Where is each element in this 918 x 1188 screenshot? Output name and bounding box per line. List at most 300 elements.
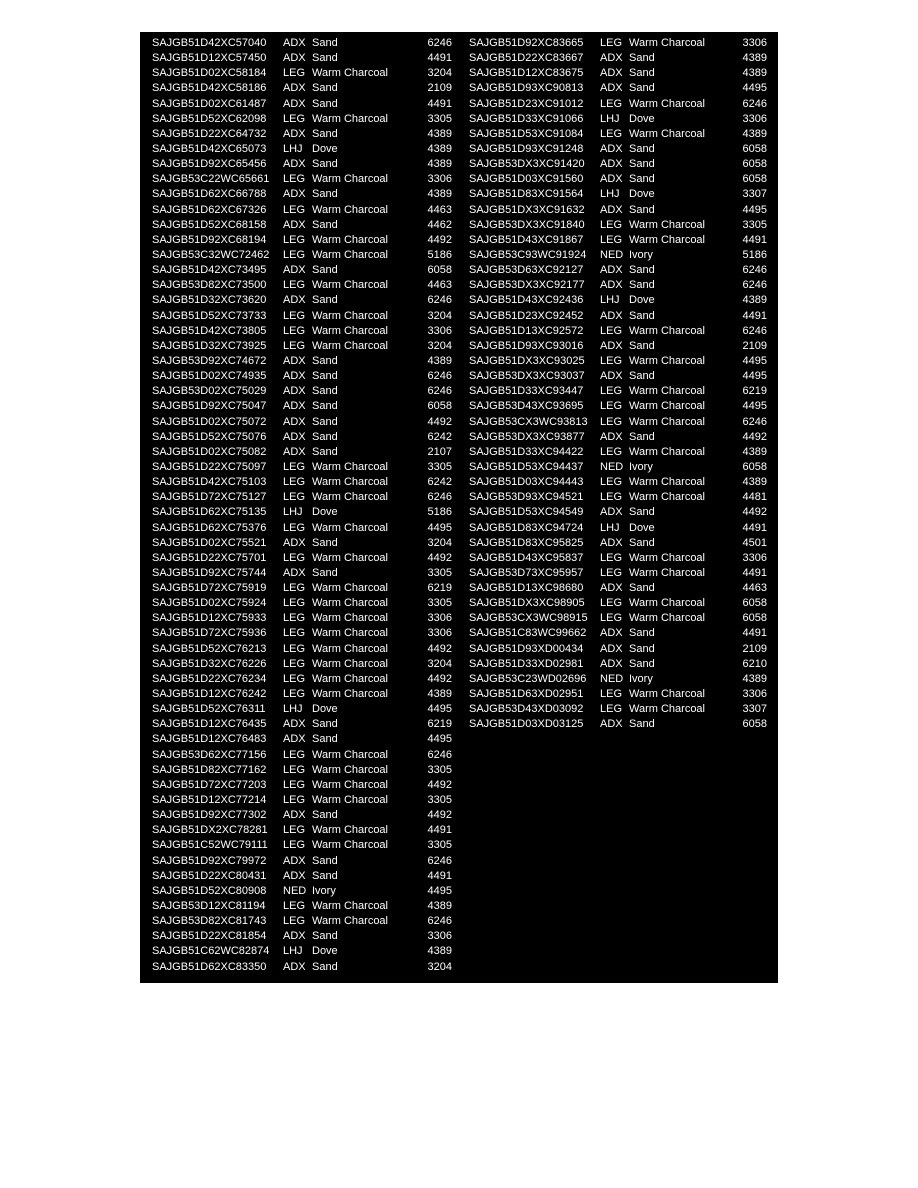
code-cell: LEG xyxy=(283,763,306,776)
code-cell: ADX xyxy=(600,279,623,292)
code-cell: LEG xyxy=(283,748,306,761)
code-cell: ADX xyxy=(600,370,623,383)
table-row xyxy=(152,732,452,747)
table-row xyxy=(152,929,452,944)
table-row xyxy=(152,36,452,51)
color-cell: Warm Charcoal xyxy=(312,672,388,685)
number-cell: 4389 xyxy=(742,294,767,307)
number-cell: 3305 xyxy=(427,597,452,610)
vin-cell: SAJGB51D43XC91867 xyxy=(469,233,584,246)
number-cell: 4463 xyxy=(742,582,767,595)
vin-cell: SAJGB51C83WC99662 xyxy=(469,627,587,640)
code-cell: LEG xyxy=(600,415,623,428)
vin-cell: SAJGB51D33XC91066 xyxy=(469,112,584,125)
color-cell: Ivory xyxy=(629,248,653,261)
number-cell: 3204 xyxy=(427,960,452,973)
table-row xyxy=(469,369,767,384)
color-cell: Dove xyxy=(629,188,655,201)
code-cell: ADX xyxy=(283,264,306,277)
code-cell: LEG xyxy=(283,248,306,261)
number-cell: 2107 xyxy=(427,445,452,458)
table-row xyxy=(152,551,452,566)
vin-cell: SAJGB51D42XC58186 xyxy=(152,82,267,95)
vin-cell: SAJGB53D63XC92127 xyxy=(469,264,584,277)
vin-cell: SAJGB51D02XC75521 xyxy=(152,536,267,549)
code-cell: LEG xyxy=(283,491,306,504)
vin-cell: SAJGB53C93WC91924 xyxy=(469,248,587,261)
table-row xyxy=(469,445,767,460)
code-cell: LEG xyxy=(283,839,306,852)
vin-cell: SAJGB51D02XC75082 xyxy=(152,445,267,458)
color-cell: Sand xyxy=(629,430,655,443)
code-cell: ADX xyxy=(283,385,306,398)
vin-cell: SAJGB51D02XC75072 xyxy=(152,415,267,428)
number-cell: 6246 xyxy=(427,915,452,928)
code-cell: ADX xyxy=(600,52,623,65)
number-cell: 3305 xyxy=(427,112,452,125)
color-cell: Warm Charcoal xyxy=(312,112,388,125)
code-cell: ADX xyxy=(600,642,623,655)
color-cell: Warm Charcoal xyxy=(312,915,388,928)
color-cell: Warm Charcoal xyxy=(312,627,388,640)
table-row xyxy=(152,263,452,278)
number-cell: 3306 xyxy=(427,173,452,186)
vin-cell: SAJGB51D93XD00434 xyxy=(469,642,584,655)
table-row xyxy=(152,672,452,687)
code-cell: ADX xyxy=(283,97,306,110)
number-cell: 6219 xyxy=(742,385,767,398)
number-cell: 3204 xyxy=(427,339,452,352)
number-cell: 4389 xyxy=(742,52,767,65)
color-cell: Sand xyxy=(629,158,655,171)
code-cell: ADX xyxy=(283,566,306,579)
color-cell: Sand xyxy=(312,415,338,428)
table-row xyxy=(469,551,767,566)
number-cell: 6246 xyxy=(742,415,767,428)
table-row xyxy=(469,218,767,233)
number-cell: 4389 xyxy=(427,188,452,201)
code-cell: LEG xyxy=(600,566,623,579)
table-row xyxy=(469,142,767,157)
vin-cell: SAJGB51D52XC68158 xyxy=(152,218,267,231)
number-cell: 3204 xyxy=(427,536,452,549)
code-cell: LEG xyxy=(600,324,623,337)
vin-cell: SAJGB51D72XC77203 xyxy=(152,778,267,791)
table-row xyxy=(152,157,452,172)
right-column xyxy=(469,36,767,732)
vin-cell: SAJGB51D13XC98680 xyxy=(469,582,584,595)
code-cell: LEG xyxy=(283,900,306,913)
color-cell: Warm Charcoal xyxy=(312,309,388,322)
table-row xyxy=(469,36,767,51)
vin-cell: SAJGB51D02XC58184 xyxy=(152,67,267,80)
code-cell: LEG xyxy=(600,127,623,140)
table-row xyxy=(152,581,452,596)
color-cell: Sand xyxy=(629,718,655,731)
code-cell: ADX xyxy=(600,627,623,640)
code-cell: LEG xyxy=(283,794,306,807)
code-cell: LEG xyxy=(283,521,306,534)
code-cell: LEG xyxy=(600,688,623,701)
table-row xyxy=(152,475,452,490)
number-cell: 4389 xyxy=(427,142,452,155)
color-cell: Sand xyxy=(312,854,338,867)
code-cell: LEG xyxy=(283,551,306,564)
code-cell: ADX xyxy=(600,67,623,80)
number-cell: 4491 xyxy=(427,52,452,65)
color-cell: Sand xyxy=(629,506,655,519)
color-cell: Warm Charcoal xyxy=(629,233,705,246)
color-cell: Sand xyxy=(312,354,338,367)
vin-cell: SAJGB51D42XC65073 xyxy=(152,142,267,155)
table-row xyxy=(469,626,767,641)
vin-cell: SAJGB53C32WC72462 xyxy=(152,248,270,261)
table-row xyxy=(469,415,767,430)
table-row xyxy=(152,233,452,248)
table-row xyxy=(152,339,452,354)
vin-cell: SAJGB51D92XC75047 xyxy=(152,400,267,413)
number-cell: 4491 xyxy=(742,566,767,579)
code-cell: LEG xyxy=(283,460,306,473)
code-cell: ADX xyxy=(600,430,623,443)
color-cell: Warm Charcoal xyxy=(312,248,388,261)
table-row xyxy=(152,445,452,460)
vin-cell: SAJGB51D52XC73733 xyxy=(152,309,267,322)
code-cell: LEG xyxy=(283,67,306,80)
table-row xyxy=(469,611,767,626)
number-cell: 4495 xyxy=(742,354,767,367)
vin-cell: SAJGB51D33XC94422 xyxy=(469,445,584,458)
vin-cell: SAJGB51D23XC91012 xyxy=(469,97,584,110)
color-cell: Warm Charcoal xyxy=(629,400,705,413)
color-cell: Dove xyxy=(629,521,655,534)
number-cell: 4495 xyxy=(742,203,767,216)
vin-cell: SAJGB51D42XC75103 xyxy=(152,476,267,489)
code-cell: ADX xyxy=(283,854,306,867)
code-cell: LEG xyxy=(283,324,306,337)
color-cell: Warm Charcoal xyxy=(312,279,388,292)
table-row xyxy=(469,203,767,218)
table-row xyxy=(469,324,767,339)
vin-cell: SAJGB51D63XD02951 xyxy=(469,688,584,701)
vin-cell: SAJGB51D92XC79972 xyxy=(152,854,267,867)
color-cell: Warm Charcoal xyxy=(312,203,388,216)
table-row xyxy=(152,626,452,641)
code-cell: LEG xyxy=(283,657,306,670)
vin-cell: SAJGB51D03XD03125 xyxy=(469,718,584,731)
number-cell: 3306 xyxy=(742,551,767,564)
table-row xyxy=(152,914,452,929)
table-row xyxy=(152,278,452,293)
vin-cell: SAJGB53CX3WC98915 xyxy=(469,612,588,625)
color-cell: Sand xyxy=(312,445,338,458)
vin-cell: SAJGB51D22XC80431 xyxy=(152,869,267,882)
color-cell: Dove xyxy=(312,142,338,155)
vin-cell: SAJGB51D12XC76435 xyxy=(152,718,267,731)
color-cell: Sand xyxy=(312,188,338,201)
vin-list-page xyxy=(140,32,778,983)
vin-cell: SAJGB51D52XC76311 xyxy=(152,703,266,716)
vin-cell: SAJGB51D32XC73925 xyxy=(152,339,267,352)
number-cell: 5186 xyxy=(427,248,452,261)
color-cell: Warm Charcoal xyxy=(629,354,705,367)
number-cell: 4389 xyxy=(742,127,767,140)
number-cell: 6058 xyxy=(742,173,767,186)
table-row xyxy=(152,521,452,536)
number-cell: 3306 xyxy=(427,324,452,337)
color-cell: Warm Charcoal xyxy=(312,900,388,913)
color-cell: Warm Charcoal xyxy=(312,778,388,791)
table-row xyxy=(469,278,767,293)
table-row xyxy=(469,127,767,142)
code-cell: NED xyxy=(600,460,624,473)
number-cell: 6246 xyxy=(427,854,452,867)
code-cell: NED xyxy=(283,884,307,897)
number-cell: 6246 xyxy=(427,37,452,49)
vin-cell: SAJGB51D02XC75924 xyxy=(152,597,267,610)
table-row xyxy=(469,687,767,702)
vin-cell: SAJGB51D82XC77162 xyxy=(152,763,267,776)
vin-cell: SAJGB51D12XC57450 xyxy=(152,52,267,65)
color-cell: Sand xyxy=(312,400,338,413)
table-row xyxy=(152,702,452,717)
code-cell: NED xyxy=(600,248,624,261)
code-cell: LEG xyxy=(600,597,623,610)
vin-cell: SAJGB51D92XC65456 xyxy=(152,158,267,171)
table-row xyxy=(469,521,767,536)
table-row xyxy=(469,581,767,596)
table-row xyxy=(152,611,452,626)
vin-cell: SAJGB53DX3XC93877 xyxy=(469,430,585,443)
vin-cell: SAJGB51D53XC94437 xyxy=(469,460,584,473)
table-row xyxy=(469,717,767,732)
vin-cell: SAJGB51D62XC66788 xyxy=(152,188,267,201)
color-cell: Warm Charcoal xyxy=(312,476,388,489)
color-cell: Sand xyxy=(629,627,655,640)
table-row xyxy=(152,415,452,430)
number-cell: 4492 xyxy=(427,809,452,822)
color-cell: Warm Charcoal xyxy=(312,491,388,504)
number-cell: 6058 xyxy=(742,612,767,625)
code-cell: LEG xyxy=(600,551,623,564)
table-row xyxy=(152,399,452,414)
vin-cell: SAJGB51D42XC73495 xyxy=(152,264,267,277)
code-cell: LEG xyxy=(600,97,623,110)
color-cell: Warm Charcoal xyxy=(312,582,388,595)
number-cell: 4492 xyxy=(427,233,452,246)
vin-cell: SAJGB51D52XC75076 xyxy=(152,430,267,443)
code-cell: ADX xyxy=(600,158,623,171)
number-cell: 4495 xyxy=(742,82,767,95)
table-row xyxy=(152,536,452,551)
color-cell: Warm Charcoal xyxy=(629,415,705,428)
table-row xyxy=(152,763,452,778)
color-cell: Sand xyxy=(312,218,338,231)
color-cell: Ivory xyxy=(312,884,336,897)
code-cell: LHJ xyxy=(600,112,620,125)
color-cell: Warm Charcoal xyxy=(312,339,388,352)
table-row xyxy=(152,657,452,672)
color-cell: Sand xyxy=(629,82,655,95)
code-cell: ADX xyxy=(283,127,306,140)
table-row xyxy=(152,566,452,581)
number-cell: 4389 xyxy=(427,900,452,913)
color-cell: Sand xyxy=(629,52,655,65)
code-cell: LEG xyxy=(600,37,623,49)
table-row xyxy=(469,642,767,657)
number-cell: 4462 xyxy=(427,218,452,231)
code-cell: LEG xyxy=(283,339,306,352)
number-cell: 4389 xyxy=(427,945,452,958)
code-cell: LHJ xyxy=(283,945,303,958)
color-cell: Warm Charcoal xyxy=(312,824,388,837)
table-row xyxy=(152,717,452,732)
table-row xyxy=(469,384,767,399)
color-cell: Dove xyxy=(312,945,338,958)
table-row xyxy=(152,127,452,142)
number-cell: 3204 xyxy=(427,309,452,322)
number-cell: 6246 xyxy=(742,279,767,292)
color-cell: Warm Charcoal xyxy=(629,385,705,398)
table-row xyxy=(469,490,767,505)
number-cell: 3306 xyxy=(742,112,767,125)
number-cell: 6219 xyxy=(427,582,452,595)
table-row xyxy=(469,97,767,112)
vin-cell: SAJGB51D53XC94549 xyxy=(469,506,584,519)
number-cell: 6246 xyxy=(742,97,767,110)
code-cell: LHJ xyxy=(600,188,620,201)
vin-cell: SAJGB53C22WC65661 xyxy=(152,173,270,186)
number-cell: 4492 xyxy=(742,506,767,519)
color-cell: Warm Charcoal xyxy=(312,460,388,473)
code-cell: ADX xyxy=(283,718,306,731)
color-cell: Sand xyxy=(312,127,338,140)
vin-cell: SAJGB51D02XC74935 xyxy=(152,370,267,383)
code-cell: ADX xyxy=(600,718,623,731)
color-cell: Warm Charcoal xyxy=(629,597,705,610)
code-cell: LEG xyxy=(600,400,623,413)
vin-cell: SAJGB51D93XC93016 xyxy=(469,339,584,352)
vin-cell: SAJGB51D62XC67326 xyxy=(152,203,267,216)
color-cell: Warm Charcoal xyxy=(312,642,388,655)
number-cell: 3306 xyxy=(742,37,767,49)
color-cell: Sand xyxy=(312,82,338,95)
number-cell: 3306 xyxy=(427,627,452,640)
color-cell: Warm Charcoal xyxy=(312,551,388,564)
code-cell: ADX xyxy=(600,582,623,595)
vin-cell: SAJGB53DX3XC92177 xyxy=(469,279,585,292)
color-cell: Sand xyxy=(629,67,655,80)
color-cell: Sand xyxy=(312,869,338,882)
table-row xyxy=(152,778,452,793)
number-cell: 4481 xyxy=(742,491,767,504)
number-cell: 4495 xyxy=(427,733,452,746)
color-cell: Ivory xyxy=(629,672,653,685)
code-cell: ADX xyxy=(600,309,623,322)
number-cell: 4491 xyxy=(742,309,767,322)
code-cell: ADX xyxy=(283,370,306,383)
color-cell: Sand xyxy=(312,566,338,579)
code-cell: LEG xyxy=(283,688,306,701)
vin-cell: SAJGB51C62WC82874 xyxy=(152,945,270,958)
color-cell: Dove xyxy=(629,294,655,307)
vin-cell: SAJGB53D12XC81194 xyxy=(152,900,266,913)
table-row xyxy=(469,475,767,490)
vin-cell: SAJGB51D52XC80908 xyxy=(152,884,267,897)
number-cell: 3306 xyxy=(427,930,452,943)
color-cell: Warm Charcoal xyxy=(312,67,388,80)
code-cell: LEG xyxy=(600,612,623,625)
number-cell: 6246 xyxy=(427,748,452,761)
color-cell: Sand xyxy=(629,264,655,277)
vin-cell: SAJGB51D43XC92436 xyxy=(469,294,584,307)
number-cell: 4491 xyxy=(427,97,452,110)
color-cell: Sand xyxy=(629,536,655,549)
number-cell: 3305 xyxy=(427,794,452,807)
vin-cell: SAJGB53D92XC74672 xyxy=(152,354,267,367)
vin-cell: SAJGB51D42XC57040 xyxy=(152,37,267,49)
code-cell: ADX xyxy=(283,869,306,882)
vin-cell: SAJGB51D23XC92452 xyxy=(469,309,584,322)
vin-cell: SAJGB51D12XC77214 xyxy=(152,794,267,807)
vin-cell: SAJGB51D12XC75933 xyxy=(152,612,267,625)
code-cell: LEG xyxy=(283,279,306,292)
number-cell: 4492 xyxy=(427,778,452,791)
vin-cell: SAJGB51D92XC77302 xyxy=(152,809,267,822)
code-cell: LEG xyxy=(283,612,306,625)
table-row xyxy=(152,81,452,96)
number-cell: 4495 xyxy=(427,521,452,534)
left-column xyxy=(152,36,452,975)
color-cell: Warm Charcoal xyxy=(312,612,388,625)
number-cell: 3204 xyxy=(427,657,452,670)
table-row xyxy=(152,66,452,81)
table-row xyxy=(469,248,767,263)
color-cell: Warm Charcoal xyxy=(312,794,388,807)
table-row xyxy=(469,460,767,475)
table-row xyxy=(152,203,452,218)
code-cell: LEG xyxy=(283,597,306,610)
code-cell: LEG xyxy=(283,173,306,186)
number-cell: 3306 xyxy=(427,612,452,625)
vin-cell: SAJGB51D12XC76242 xyxy=(152,688,267,701)
color-cell: Sand xyxy=(629,142,655,155)
code-cell: NED xyxy=(600,672,624,685)
color-cell: Warm Charcoal xyxy=(312,748,388,761)
vin-cell: SAJGB51D62XC75135 xyxy=(152,506,267,519)
table-row xyxy=(469,702,767,717)
code-cell: ADX xyxy=(283,536,306,549)
vin-cell: SAJGB51D42XC73805 xyxy=(152,324,267,337)
table-row xyxy=(469,672,767,687)
color-cell: Dove xyxy=(312,506,338,519)
number-cell: 6246 xyxy=(427,385,452,398)
code-cell: LEG xyxy=(600,491,623,504)
number-cell: 3305 xyxy=(427,763,452,776)
color-cell: Sand xyxy=(312,294,338,307)
number-cell: 4491 xyxy=(742,627,767,640)
color-cell: Dove xyxy=(629,112,655,125)
table-row xyxy=(152,748,452,763)
number-cell: 6246 xyxy=(427,370,452,383)
vin-cell: SAJGB53D43XD03092 xyxy=(469,703,584,716)
vin-cell: SAJGB53D82XC73500 xyxy=(152,279,267,292)
table-row xyxy=(152,490,452,505)
number-cell: 6058 xyxy=(742,158,767,171)
color-cell: Warm Charcoal xyxy=(312,233,388,246)
table-row xyxy=(469,187,767,202)
number-cell: 3307 xyxy=(742,703,767,716)
